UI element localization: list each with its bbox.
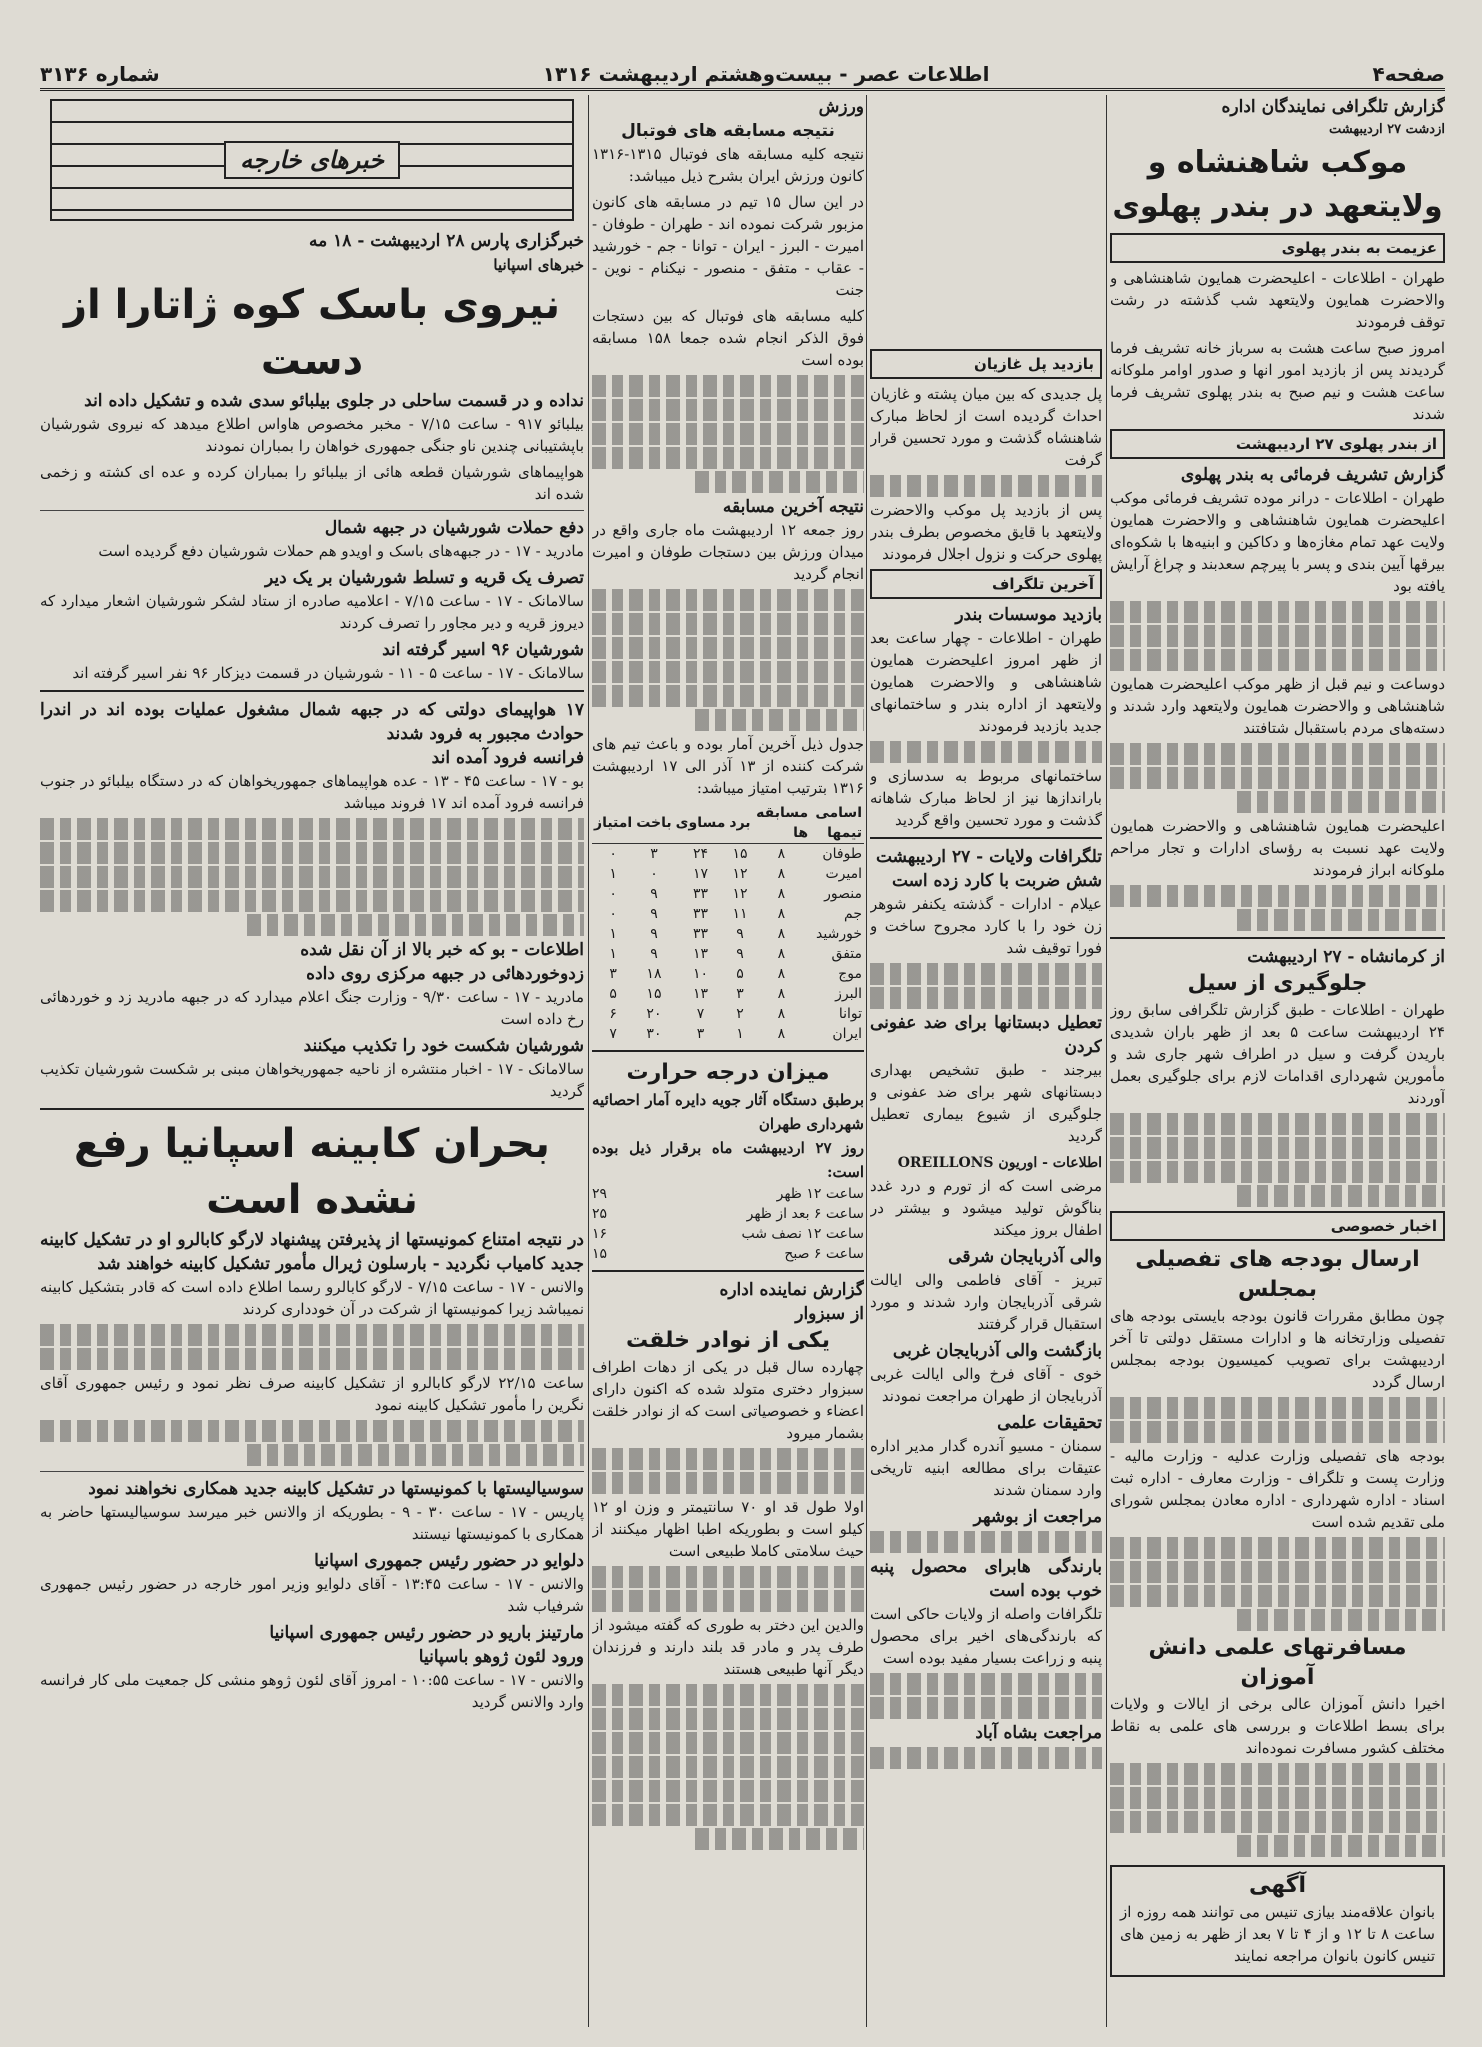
column-domestic bbox=[1110, 95, 1445, 2027]
paragraph: والدین این دختر به طوری که گفته میشود از طرف پدر و مادر قد بلند دارند و فرزندان دیگر آنها طبیعی هستند bbox=[592, 1616, 864, 1678]
column-rule bbox=[588, 95, 589, 2027]
paragraph: ساختمانهای مربوط به سدسازی و باراندازها نیز از لحاظ مبارک شاهانه گذشت و مورد تحسین واقع گردید bbox=[870, 767, 1102, 829]
dateline: ازدشت ۲۷ اردیبهشت bbox=[1329, 122, 1445, 137]
table-row bbox=[592, 904, 864, 924]
temperature-value: ۱۶ bbox=[592, 1226, 608, 1242]
subhead: مراجعت از بوشهر bbox=[973, 1507, 1102, 1527]
illegible-text bbox=[1110, 767, 1445, 789]
notice-box bbox=[1110, 1865, 1445, 1977]
paragraph: سالامانک - ۱۷ - ساعت ۵ - ۱۱ - شورشیان در قسمت دیزکار ۹۶ نفر اسیر گرفته اند bbox=[72, 664, 584, 682]
illegible-text bbox=[40, 866, 584, 888]
subhead: در نتیجه امتناع کمونیستها از پذیرفتن پیشنهاد لارگو کابالرو او در تشکیل کابینه جدید کامیاب نگردید - بارسلون ژیرال مأمور تشکیل کابینه خواهند شد bbox=[40, 1230, 584, 1274]
divider bbox=[40, 690, 584, 692]
paragraph: سالامانک - ۱۷ - اخبار منتشره از ناحیه جمهوریخواهان مبنی بر شکست شورشیان تکذیب گردید bbox=[40, 1060, 584, 1100]
headline-flood: جلوگیری از سیل bbox=[1187, 971, 1368, 996]
table-cell: ۲۰ bbox=[646, 1006, 662, 1022]
illegible-text bbox=[592, 399, 864, 421]
paragraph: خوی - آقای فرخ والی ایالت غربی آذربایجان از طهران مراجعت نمودند bbox=[870, 1365, 1102, 1405]
paragraph: مرضی است که از تورم و درد غدد بناگوش تولید میشود و بیشتر در اطفال بروز میکند bbox=[870, 1177, 1102, 1239]
illegible-text bbox=[40, 842, 584, 864]
table-cell: ۲۴ bbox=[693, 846, 709, 862]
table-cell: ۹ bbox=[650, 886, 658, 902]
table-row bbox=[592, 1004, 864, 1024]
table-cell: ۸ bbox=[777, 1006, 786, 1022]
paragraph: والانس - ۱۷ - ساعت ۱۰:۵۵ - امروز آقای لئون ژوهو منشی کل جمعیت ملی کار فرانسه وارد والانس گردید bbox=[40, 1671, 584, 1711]
illegible-text bbox=[40, 1420, 584, 1442]
paragraph: بیلبائو ۹۱۷ - ساعت ۷/۱۵ - مخبر مخصوص هاواس اطلاع میدهد که نیروی شورشیان باپشتیبانی چندین ناو جنگی جمهوری خواهان را بمباران نمودند bbox=[40, 415, 584, 455]
subhead: بازدید موسسات بندر bbox=[955, 605, 1102, 625]
table-cell: ۱۳ bbox=[693, 986, 709, 1002]
illegible-text bbox=[1110, 1137, 1445, 1159]
illegible-text bbox=[1237, 791, 1445, 813]
paragraph: پاریس - ۱۷ - ساعت ۳۰ - ۹ - بطوریکه از والانس خبر میرسد سوسیالیستها حاضر به همکاری با کمونیستها نیستند bbox=[40, 1503, 584, 1543]
table-cell: ۳ bbox=[609, 966, 617, 982]
illegible-text bbox=[1110, 601, 1445, 623]
illegible-text bbox=[592, 1472, 864, 1494]
subhead: مراجعت بشاه آباد bbox=[975, 1723, 1102, 1743]
table-cell: ۱۱ bbox=[732, 906, 748, 922]
illegible-text bbox=[1110, 649, 1445, 671]
subhead: از کرمانشاه - ۲۷ اردیبهشت bbox=[1247, 947, 1445, 967]
headline-temperature: میزان درجه حرارت bbox=[626, 1060, 830, 1085]
subhead: روز ۲۷ اردیبهشت ماه برقرار ذیل بوده است: bbox=[592, 1139, 864, 1181]
table-cell: ۸ bbox=[777, 986, 786, 1002]
table-row bbox=[592, 964, 864, 984]
masthead bbox=[40, 60, 1445, 91]
table-cell: ۸ bbox=[777, 1026, 786, 1042]
illegible-text bbox=[1237, 909, 1445, 931]
illegible-text bbox=[695, 471, 864, 493]
table-header: باخت bbox=[634, 803, 673, 844]
paragraph: اعلیحضرت همایون شاهنشاهی و والاحضرت همایون ولایت عهد نسبت به رؤسای ادارات و تجار مراحم ملوکانه ابراز فرمودند bbox=[1110, 817, 1445, 879]
subhead: شورشیان ۹۶ اسیر گرفته اند bbox=[382, 640, 584, 660]
paragraph: طهران - اطلاعات - اعلیحضرت همایون شاهنشاهی و والاحضرت همایون ولایتعهد شب گذشته در رشت توقف فرمودند bbox=[1110, 269, 1445, 331]
subhead: برطبق دستگاه آثار جویه دایره آمار احصائیه شهرداری طهران bbox=[592, 1091, 864, 1133]
subhead: عزیمت به بندر پهلوی bbox=[1110, 233, 1445, 263]
paragraph: هواپیماهای شورشیان قطعه هائی از بیلبائو را بمباران کرده و عده ای کشته و زخمی شده اند bbox=[40, 463, 584, 503]
illegible-text bbox=[695, 709, 864, 731]
table-cell: البرز bbox=[835, 986, 862, 1002]
subhead: نداده و در قسمت ساحلی در جلوی بیلبائو سدی شده و تشکیل داده اند bbox=[84, 391, 584, 411]
table-cell: ۱۲ bbox=[732, 886, 748, 902]
table-cell: ۰ bbox=[650, 866, 658, 882]
issue-number: شماره ۳۱۳۶ bbox=[40, 62, 160, 86]
table-row bbox=[592, 944, 864, 964]
table-cell: ۱۷ bbox=[693, 866, 709, 882]
paragraph: بو - ۱۷ - ساعت ۴۵ - ۱۳ - عده هواپیماهای جمهوریخواهان که در دستگاه بیلبائو در جنوب فرانسه فرود آمده اند ۱۷ فروند میباشد bbox=[40, 772, 584, 812]
paragraph: مادرید - ۱۷ - ساعت ۹/۳۰ - وزارت جنگ اعلام میدارد که در جبهه مادرید زد و خوردهائی رخ داده است bbox=[40, 988, 584, 1028]
kicker: خبرگزاری پارس ۲۸ اردیبهشت - ۱۸ مه bbox=[309, 231, 584, 251]
paragraph: طهران - اطلاعات - چهار ساعت بعد از ظهر امروز اعلیحضرت همایون شاهنشاهی و والاحضرت همایون ولایتعهد از اداره بندر و ساختمانهای جدید بازدید فرمودند bbox=[870, 629, 1102, 735]
table-cell: ۵ bbox=[609, 986, 617, 1002]
table-cell: ۱ bbox=[609, 946, 617, 962]
illegible-text bbox=[1110, 625, 1445, 647]
paragraph: عیلام - ادارات - گذشته یکنفر شوهر زن خود را با کارد مجروح ساخت و فورا توقیف شد bbox=[870, 895, 1102, 957]
table-header: امتیاز bbox=[592, 803, 634, 844]
illegible-text bbox=[1110, 1585, 1445, 1607]
illegible-text bbox=[1110, 1161, 1445, 1183]
headline-oddity: یکی از نوادر خلقت bbox=[625, 1328, 830, 1353]
paragraph: بیرجند - طبق تشخیص بهداری دبستانهای شهر برای ضد عفونی و جلوگیری از شیوع بیماری تعطیل گردید bbox=[870, 1061, 1102, 1145]
table-cell: ۱۲ bbox=[732, 866, 748, 882]
illegible-text bbox=[247, 1444, 584, 1466]
temperature-time: ساعت ۱۲ نصف شب bbox=[741, 1226, 864, 1242]
illegible-text bbox=[870, 987, 1102, 1009]
temperature-row bbox=[592, 1184, 864, 1204]
table-cell: ۱ bbox=[736, 1026, 744, 1042]
table-cell: ۳۳ bbox=[693, 906, 709, 922]
temperature-value: ۲۵ bbox=[592, 1206, 608, 1222]
table-cell: ۳۳ bbox=[693, 886, 709, 902]
table-cell: ۳۰ bbox=[646, 1026, 662, 1042]
temperature-row bbox=[592, 1224, 864, 1244]
illegible-text bbox=[1237, 1609, 1445, 1631]
headline-cabinet: بحران کابینه اسپانیا رفع نشده است bbox=[74, 1121, 550, 1223]
divider bbox=[592, 1270, 864, 1272]
subhead: فرانسه فرود آمده اند bbox=[431, 748, 584, 768]
illegible-text bbox=[592, 1684, 864, 1706]
illegible-text bbox=[40, 818, 584, 840]
illegible-text bbox=[592, 1732, 864, 1754]
temperature-row bbox=[592, 1204, 864, 1224]
paragraph: روز جمعه ۱۲ اردیبهشت ماه جاری واقع در میدان ورزش بین دستجات طوفان و امیرت انجام گردید bbox=[592, 521, 864, 583]
divider bbox=[40, 1471, 584, 1472]
column-rule bbox=[866, 95, 867, 2027]
illegible-text bbox=[1110, 1537, 1445, 1559]
temperature-row bbox=[592, 1244, 864, 1264]
paragraph: پس از بازدید پل موکب والاحضرت ولایتعهد با قایق مخصوص بطرف بندر پهلوی حرکت و نزول اجلال فرمودند bbox=[870, 501, 1102, 563]
paragraph: اولا طول قد او ۷۰ سانتیمتر و وزن او ۱۲ کیلو است و بطوریکه اطبا اظهار میکنند از حیث سلامتی کاملا طبیعی است bbox=[592, 1498, 864, 1560]
table-row bbox=[592, 884, 864, 904]
illegible-text bbox=[592, 1590, 864, 1612]
divider bbox=[1110, 937, 1445, 939]
illegible-text bbox=[870, 475, 1102, 497]
subhead: تلگرافات ولایات - ۲۷ اردیبهشت bbox=[875, 847, 1102, 867]
subhead: دفع حملات شورشیان در جبهه شمال bbox=[324, 518, 584, 538]
table-cell: متفق bbox=[831, 946, 862, 962]
paragraph: چهارده سال قبل در یکی از دهات اطراف سبزوار دختری متولد شده که اکنون دارای اعضاء و خصوصیاتی است که از نوادر خلقت بشمار میرود bbox=[592, 1358, 864, 1442]
temperature-time: ساعت ۱۲ ظهر bbox=[776, 1186, 864, 1202]
table-header: برد bbox=[727, 803, 752, 844]
subhead: اطلاعات - بو که خبر بالا از آن نقل شده bbox=[300, 940, 584, 960]
section-label: ورزش bbox=[818, 97, 864, 117]
paragraph: طهران - اطلاعات - طبق گزارش تلگرافی سابق روز ۲۴ اردیبهشت ساعت ۵ بعد از ظهر باران شدیدی باریدن گرفت و سیل در اطراف شهر جاری شد و مأمورین شهرداری اقدامات لازم برای جلوگیری بعمل آوردند bbox=[1110, 1001, 1445, 1107]
divider bbox=[592, 1050, 864, 1052]
illegible-text bbox=[592, 661, 864, 683]
temperature-list bbox=[592, 1184, 864, 1264]
table-cell: ۸ bbox=[777, 886, 786, 902]
headline-royal: موکب شاهنشاه و ولایتعهد در بندر پهلوی bbox=[1112, 145, 1443, 224]
illegible-text bbox=[592, 685, 864, 707]
page-number: صفحه۴ bbox=[1372, 62, 1445, 86]
paper-title: اطلاعات عصر - بیست‌وهشتم اردیبهشت ۱۳۱۶ bbox=[542, 62, 990, 86]
subhead: اخبار خصوصی bbox=[1110, 1211, 1445, 1241]
table-cell: جم bbox=[844, 906, 862, 922]
subhead: تعطیل دبستانها برای ضد عفونی کردن bbox=[870, 1013, 1102, 1057]
subhead: ۱۷ هواپیمای دولتی که در جبهه شمال مشغول عملیات بوده اند در اندرا حوادث مجبور به فرود شدند bbox=[40, 700, 584, 744]
subhead: از سبزوار bbox=[795, 1304, 864, 1324]
headline-students: مسافرتهای علمی دانش آموزان bbox=[1148, 1635, 1407, 1690]
table-cell: ۰ bbox=[609, 886, 617, 902]
temperature-value: ۲۹ bbox=[592, 1186, 608, 1202]
table-cell: طوفان bbox=[822, 846, 862, 862]
table-row bbox=[592, 924, 864, 944]
paragraph: اخیرا دانش آموزان عالی برخی از ایالات و ولایات برای بسط اطلاعات و بررسی های علمی به نقاط مختلف کشور مسافرت نموده‌اند bbox=[1110, 1695, 1445, 1757]
subhead: زدوخوردهائی در جبهه مرکزی روی داده bbox=[306, 964, 584, 984]
illegible-text bbox=[1110, 1811, 1445, 1833]
subhead: شورشیان شکست خود را تکذیب میکنند bbox=[303, 1036, 584, 1056]
subhead: اطلاعات - اوریون OREILLONS bbox=[897, 1155, 1102, 1171]
table-cell: ۳ bbox=[696, 1026, 705, 1042]
table-cell: امیرت bbox=[825, 866, 862, 882]
table-row bbox=[592, 1024, 864, 1044]
column-provinces bbox=[870, 95, 1102, 2027]
subhead: آخرین تلگراف bbox=[870, 569, 1102, 599]
illegible-text bbox=[1110, 1113, 1445, 1135]
table-cell: ۳۳ bbox=[693, 926, 709, 942]
table-cell: ۸ bbox=[777, 966, 786, 982]
illegible-text bbox=[1110, 885, 1445, 907]
illegible-text bbox=[1237, 1835, 1445, 1857]
table-cell: ۸ bbox=[777, 866, 786, 882]
illegible-text bbox=[1237, 1185, 1445, 1207]
illegible-text bbox=[592, 375, 864, 397]
illegible-text bbox=[40, 1324, 584, 1346]
subhead: گزارش نماینده اداره bbox=[719, 1280, 864, 1300]
illegible-text bbox=[1110, 1787, 1445, 1809]
illegible-text bbox=[592, 423, 864, 445]
paragraph: تبریز - آقای فاطمی والی ایالت شرقی آذربایجان وارد شدند و مورد استقبال قرار گرفتند bbox=[870, 1271, 1102, 1333]
foreign-news-logo bbox=[50, 99, 574, 221]
subhead: ورود لئون ژوهو باسپانیا bbox=[418, 1647, 584, 1667]
table-cell: ۹ bbox=[650, 926, 658, 942]
illegible-text bbox=[592, 1804, 864, 1826]
notice-body: بانوان علاقه‌مند بیازی تنیس می توانند همه روزه از ساعت ۸ تا ۱۲ و از ۴ تا ۷ بعد از ظهر به زمین های تنیس کانون بانوان مراجعه نمایند bbox=[1120, 1903, 1435, 1965]
illegible-text bbox=[592, 1566, 864, 1588]
subhead: از بندر پهلوی ۲۷ اردیبهشت bbox=[1110, 429, 1445, 459]
illegible-text bbox=[592, 1448, 864, 1470]
illegible-text bbox=[592, 1780, 864, 1802]
table-cell: ۱ bbox=[609, 926, 617, 942]
table-cell: ۰ bbox=[609, 846, 617, 862]
headline-football: نتیجه مسابقه های فوتبال bbox=[621, 121, 835, 141]
headline-budget: ارسال بودجه های تفصیلی بمجلس bbox=[1135, 1247, 1420, 1302]
subhead: بارندگی هابرای محصول پنبه خوب بوده است bbox=[870, 1557, 1102, 1601]
table-header: مساوی bbox=[674, 803, 728, 844]
table-cell: ۱۳ bbox=[693, 946, 709, 962]
table-cell: ۱۰ bbox=[693, 966, 709, 982]
paragraph: پل جدیدی که بین میان پشته و غازیان احداث گردیده است از لحاظ مبارک شاهنشاه گذشت و مورد تحسین قرار گرفت bbox=[870, 385, 1102, 469]
table-cell: ایران bbox=[832, 1026, 862, 1042]
paragraph: در این سال ۱۵ تیم در مسابقه های کانون مزبور شرکت نموده اند - طهران - طوفان - امیرت - البرز - ایران - توانا - جم - خورشید - عقاب - متفق - منصور - نیکنام - نوین - جنت bbox=[592, 193, 864, 299]
table-row bbox=[592, 844, 864, 865]
illegible-text bbox=[870, 741, 1102, 763]
divider bbox=[40, 1108, 584, 1110]
temperature-time: ساعت ۶ صبح bbox=[784, 1246, 864, 1262]
illegible-text bbox=[592, 613, 864, 635]
illegible-text bbox=[592, 637, 864, 659]
subhead: بازگشت والی آذربایجان غربی bbox=[892, 1341, 1102, 1361]
subhead: تحقیقات علمی bbox=[997, 1413, 1102, 1433]
illegible-text bbox=[1110, 1561, 1445, 1583]
paragraph: سمنان - مسیو آندره گدار مدیر اداره عتیقات برای مطالعه ابنیه تاریخی وارد سمنان شدند bbox=[870, 1437, 1102, 1499]
illegible-text bbox=[1110, 743, 1445, 765]
illegible-text bbox=[247, 914, 584, 936]
table-cell: ۱۵ bbox=[732, 846, 748, 862]
notice-title: آگهی bbox=[1248, 1873, 1307, 1898]
standings-table bbox=[592, 803, 864, 1044]
subhead: سوسیالیستها با کمونیستها در تشکیل کابینه جدید همکاری نخواهند نمود bbox=[88, 1479, 584, 1499]
paragraph: والانس - ۱۷ - ساعت ۱۳:۴۵ - آقای دلوایو وزیر امور خارجه در حضور رئیس جمهوری شرفیاب شد bbox=[40, 1575, 584, 1615]
illegible-text bbox=[695, 1828, 864, 1850]
illegible-text bbox=[870, 963, 1102, 985]
illegible-text bbox=[1110, 1763, 1445, 1785]
table-cell: ۱۵ bbox=[646, 986, 662, 1002]
table-cell: توانا bbox=[838, 1006, 862, 1022]
table-cell: ۳ bbox=[650, 846, 658, 862]
table-cell: ۸ bbox=[777, 926, 786, 942]
table-cell: ۱۸ bbox=[646, 966, 662, 982]
illegible-text bbox=[592, 447, 864, 469]
subhead: خبرهای اسپانیا bbox=[493, 256, 584, 274]
table-cell: ۲ bbox=[736, 1006, 744, 1022]
table-cell: ۹ bbox=[736, 946, 744, 962]
subhead: گزارش تشریف فرمائی به بندر پهلوی bbox=[1180, 465, 1445, 485]
paragraph: والانس - ۱۷ - ساعت ۷/۱۵ - لارگو کابالرو رسما اطلاع داده است که قادر بتشکیل کابینه نمیباشد زیرا کمونیستها از شرکت در آن خودداری کردند bbox=[40, 1278, 584, 1318]
subhead: شش ضربت با کارد زده است bbox=[891, 871, 1102, 891]
table-cell: ۰ bbox=[609, 906, 617, 922]
table-cell: ۹ bbox=[650, 906, 658, 922]
temperature-time: ساعت ۶ بعد از ظهر bbox=[746, 1206, 864, 1222]
table-cell: ۸ bbox=[777, 846, 786, 862]
subhead: تصرف یک قریه و تسلط شورشیان بر یک دیر bbox=[264, 568, 584, 588]
table-header: مسابقه ها bbox=[753, 803, 811, 844]
table-cell: ۸ bbox=[777, 906, 786, 922]
paragraph: مادرید - ۱۷ - در جبهه‌های باسک و اویدو هم حملات شورشیان دفع گردیده است bbox=[98, 542, 584, 560]
illegible-text bbox=[592, 1708, 864, 1730]
paragraph: کلیه مسابقه های فوتبال که بین دستجات فوق الذکر انجام شده جمعا ۱۵۸ مسابقه بوده است bbox=[592, 307, 864, 369]
illegible-text bbox=[870, 1531, 1102, 1553]
illegible-text bbox=[592, 1756, 864, 1778]
column-sports bbox=[592, 95, 864, 2027]
paragraph: طهران - اطلاعات - درانر موده تشریف فرمائی موکب اعلیحضرت همایون شاهنشاهی و والاحضرت همایون ولایت عهد تمام مغازه‌ها و دکاکین و ابنیه‌ها با شکوه‌ای بیرقها آیین بندی و پسر با پیرچم سعدبند و چراغ آرایش یافته بود bbox=[1110, 489, 1445, 595]
subhead: مارتینز باریو در حضور رئیس جمهوری اسپانیا bbox=[269, 1623, 584, 1643]
paragraph: دوساعت و نیم قبل از ظهر موکب اعلیحضرت همایون شاهنشاهی و والاحضرت همایون ولایتعهد وارد شدند و دسته‌های مردم باستقبال شتافتند bbox=[1110, 675, 1445, 737]
illegible-text bbox=[870, 1673, 1102, 1695]
table-cell: ۱ bbox=[609, 866, 617, 882]
illegible-text bbox=[1110, 1397, 1445, 1419]
table-cell: ۹ bbox=[736, 926, 744, 942]
divider bbox=[40, 510, 584, 511]
logo-text: خبرهای خارجه bbox=[224, 141, 400, 179]
table-header: اسامی تیمها bbox=[810, 803, 864, 844]
subhead: والی آذربایجان شرقی bbox=[948, 1247, 1102, 1267]
table-cell: ۵ bbox=[736, 966, 744, 982]
illegible-text bbox=[40, 890, 584, 912]
spacer bbox=[870, 95, 1102, 345]
table-cell: ۷ bbox=[609, 1026, 617, 1042]
table-row bbox=[592, 984, 864, 1004]
table-cell: موج bbox=[838, 966, 862, 982]
subhead: دلوایو در حضور رئیس جمهوری اسپانیا bbox=[314, 1551, 584, 1571]
table-cell: منصور bbox=[824, 886, 862, 902]
table-row bbox=[592, 864, 864, 884]
headline-basque: نیروی باسک کوه ژاتارا از دست bbox=[64, 282, 560, 384]
illegible-text bbox=[870, 1697, 1102, 1719]
illegible-text bbox=[40, 1348, 584, 1370]
illegible-text bbox=[870, 1747, 1102, 1769]
kicker: گزارش تلگرافی نمایندگان اداره bbox=[1221, 97, 1445, 117]
paragraph: تلگرافات واصله از ولایات حاکی است که بارندگی‌های اخیر برای محصول پنبه و زراعت بسیار مفید بوده است bbox=[870, 1605, 1102, 1667]
table-cell: ۷ bbox=[696, 1006, 705, 1022]
paragraph: ساعت ۲۲/۱۵ لارگو کابالرو از تشکیل کابینه صرف نظر نمود و رئیس جمهوری آقای نگرین را مأمور تشکیل کابینه نمود bbox=[40, 1374, 584, 1414]
table-cell: ۹ bbox=[650, 946, 658, 962]
illegible-text bbox=[1110, 1421, 1445, 1443]
divider bbox=[870, 837, 1102, 839]
table-cell: ۳ bbox=[736, 986, 744, 1002]
illegible-text bbox=[592, 589, 864, 611]
paragraph: جدول ذیل آخرین آمار بوده و باعث تیم های شرکت کننده از ۱۳ آذر الی ۱۷ اردیبهشت ۱۳۱۶ بترتیب امتیاز میباشد: bbox=[592, 735, 864, 797]
subhead: بازدید پل غازیان bbox=[870, 349, 1102, 379]
paragraph: بودجه های تفصیلی وزارت عدلیه - وزارت مالیه - وزارت پست و تلگراف - وزارت معارف - اداره ثبت اسناد - اداره شهرداری - اداره معادن بمجلس شورای ملی تقدیم شده است bbox=[1110, 1447, 1445, 1531]
temperature-value: ۱۵ bbox=[592, 1246, 608, 1262]
column-rule bbox=[1106, 95, 1107, 2027]
table-cell: ۸ bbox=[777, 946, 786, 962]
paragraph: امروز صبح ساعت هشت به سرباز خانه تشریف فرما گردیدند پس از بازدید امور انها و صدور اوامر ملوکانه ساعت هشت و نیم صبح به بندر پهلوی تشریف فرما شدند bbox=[1110, 339, 1445, 423]
paragraph: سالامانک - ۱۷ - ساعت ۷/۱۵ - اعلامیه صادره از ستاد لشکر شورشیان اشعار میدارد که دیروز قریه و دیر مجاور را تصرف کردند bbox=[40, 592, 584, 632]
paragraph: نتیجه کلیه مسابقه های فوتبال ۱۳۱۵-۱۳۱۶ کانون ورزش ایران بشرح ذیل میباشد: bbox=[592, 145, 864, 185]
paragraph: چون مطابق مقررات قانون بودجه بایستی بودجه های تفصیلی وزارتخانه ها و ادارات مستقل دولتی تا آخر اردیبهشت برای تصویب کمیسیون بودجه بمجلس ارسال گردد bbox=[1110, 1307, 1445, 1391]
column-foreign bbox=[40, 95, 584, 2027]
table-cell: ۶ bbox=[609, 1006, 617, 1022]
subhead: نتیجه آخرین مسابقه bbox=[722, 497, 864, 517]
table-cell: خورشید bbox=[816, 926, 862, 942]
